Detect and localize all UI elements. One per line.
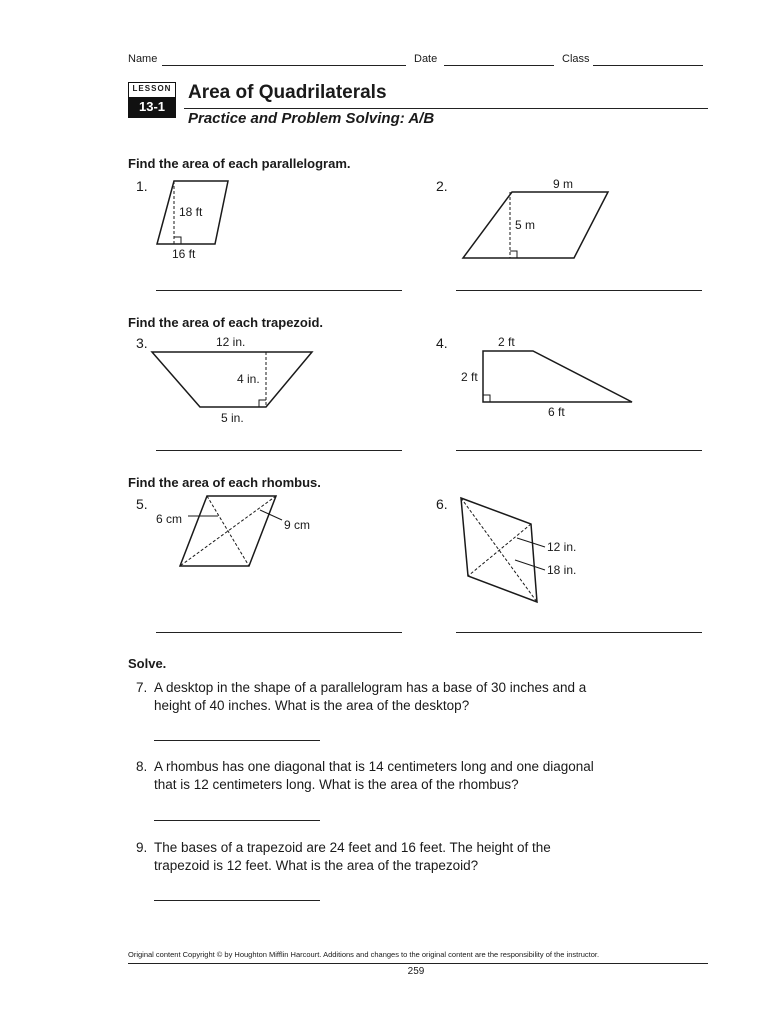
answer-line-2[interactable] — [456, 290, 702, 291]
right-angle-mark-1 — [174, 237, 181, 244]
rhombus-figure-5 — [150, 492, 320, 572]
title-divider — [184, 108, 708, 109]
parallelogram-figure-2 — [460, 176, 620, 266]
answer-line-6[interactable] — [456, 632, 702, 633]
name-label: Name — [128, 53, 158, 65]
height-label-3: 4 in. — [237, 372, 260, 386]
problem-1-number: 1. — [136, 178, 148, 194]
page-subtitle: Practice and Problem Solving: A/B — [188, 110, 435, 127]
trapezoid-3-shape — [152, 352, 312, 407]
height-label-4: 2 ft — [461, 370, 478, 384]
footer-divider — [128, 963, 708, 964]
answer-line-9[interactable] — [154, 900, 320, 901]
date-field[interactable] — [444, 65, 554, 66]
answer-line-5[interactable] — [156, 632, 402, 633]
trapezoid-4-shape — [483, 351, 632, 402]
diagonal-6b — [468, 524, 531, 576]
problem-2-number: 2. — [436, 178, 448, 194]
top-base-label-3: 12 in. — [216, 335, 246, 349]
lesson-badge — [128, 82, 176, 118]
section-trapezoid: Find the area of each trapezoid. — [128, 315, 324, 330]
answer-line-3[interactable] — [156, 450, 402, 451]
question-9-text: The bases of a trapezoid are 24 feet and 16 feet. The height of the trapezoid is 12 feet. What is the area of the trapezoid? — [154, 840, 551, 873]
pointer-6b — [515, 560, 545, 570]
answer-line-8[interactable] — [154, 820, 320, 821]
answer-line-7[interactable] — [154, 740, 320, 741]
bottom-base-label-4: 6 ft — [548, 405, 565, 419]
parallelogram-2-shape — [463, 192, 608, 258]
diagonal-label-5a: 6 cm — [156, 512, 183, 526]
page-title: Area of Quadrilaterals — [188, 82, 387, 103]
question-7-text: A desktop in the shape of a parallelogram has a base of 30 inches and a height of 40 inches. What is the area of the desktop? — [154, 680, 587, 713]
right-angle-mark-4 — [483, 395, 490, 402]
question-7-number: 7. — [136, 680, 148, 695]
lesson-label: LESSON — [132, 84, 172, 93]
problem-4-number: 4. — [436, 335, 448, 351]
base-label-1: 16 ft — [172, 247, 196, 261]
class-field[interactable] — [593, 65, 703, 66]
diagonal-5a — [207, 496, 249, 566]
top-base-label-4: 2 ft — [498, 335, 515, 349]
section-parallelogram: Find the area of each parallelogram. — [128, 156, 351, 171]
copyright-notice: Original content Copyright © by Houghton Mifflin Harcourt. Additions and changes to the original content are the responsibility of the instructor. — [128, 950, 600, 959]
answer-line-4[interactable] — [456, 450, 702, 451]
name-field[interactable] — [162, 65, 406, 66]
trapezoid-figure-3 — [150, 332, 320, 428]
question-8-number: 8. — [136, 759, 148, 774]
class-label: Class — [562, 53, 590, 65]
trapezoid-figure-4 — [458, 332, 638, 424]
lesson-number: 13-1 — [129, 97, 175, 117]
right-angle-mark-2 — [510, 251, 517, 258]
question-8-text: A rhombus has one diagonal that is 14 centimeters long and one diagonal that is 12 centimeters long. What is the area of the rhombus? — [154, 759, 594, 792]
rhombus-figure-6 — [455, 490, 605, 610]
problem-5-number: 5. — [136, 496, 148, 512]
answer-line-1[interactable] — [156, 290, 402, 291]
problem-6-number: 6. — [436, 496, 448, 512]
right-angle-mark-3 — [259, 400, 266, 407]
section-solve: Solve. — [128, 656, 167, 671]
pointer-5b — [260, 510, 282, 520]
question-9-number: 9. — [136, 840, 148, 855]
diagonal-label-6a: 12 in. — [547, 540, 577, 554]
parallelogram-figure-1 — [150, 176, 250, 268]
diagonal-label-5b: 9 cm — [284, 518, 311, 532]
diagonal-label-6b: 18 in. — [547, 563, 577, 577]
page-number: 259 — [407, 966, 425, 977]
height-label-1: 18 ft — [179, 205, 203, 219]
section-rhombus: Find the area of each rhombus. — [128, 475, 321, 490]
bottom-base-label-3: 5 in. — [221, 411, 244, 425]
height-label-2: 5 m — [515, 218, 536, 232]
pointer-6a — [517, 538, 545, 547]
problem-3-number: 3. — [136, 335, 148, 351]
date-label: Date — [414, 53, 438, 65]
base-label-2: 9 m — [553, 177, 574, 191]
